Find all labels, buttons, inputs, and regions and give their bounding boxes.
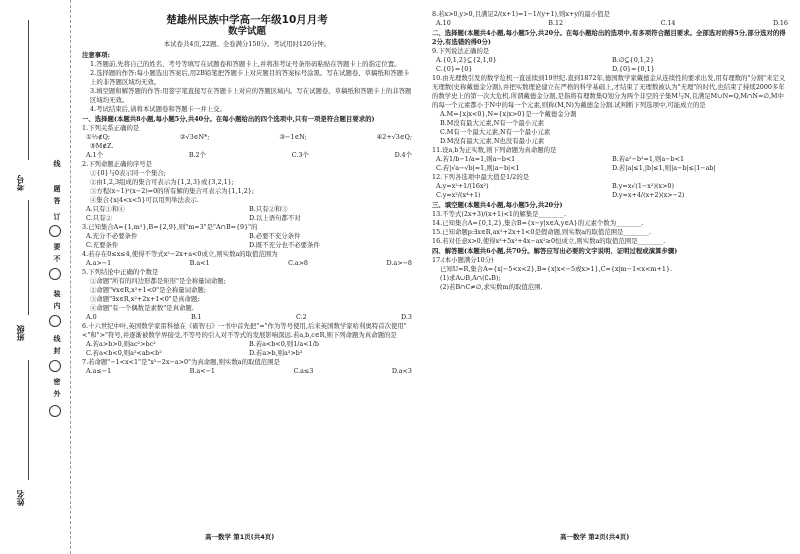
choice: A.10 (436, 19, 451, 27)
binding-hole (49, 225, 61, 237)
choice: A.0 (86, 313, 97, 321)
binding-margin (0, 0, 71, 554)
notice-heading: 注意事项: (82, 51, 110, 59)
q6-choices (82, 340, 412, 358)
notice-item: 3.填空题和解答题的作答:用签字笔直接写在答题卡上对应的答题区域内。写在试题卷、草稿纸和答题卡上的非答题区域均无效。 (90, 87, 412, 104)
q4-stem: 4.若存在0≤x≤4,使得不等式x²−2x+a<0成立,则实数a的取值范围为 (82, 250, 278, 258)
bind-char: 题 (53, 184, 61, 193)
exam-subtitle: 数学试题 (227, 26, 266, 37)
binding-hole (49, 405, 61, 417)
q2-line: ③方程(x−1)²(x−2)=0的所有解的集合可表示为{1,1,2}; (90, 187, 255, 195)
bind-char: 要 (53, 242, 61, 251)
name-line (28, 360, 29, 480)
q10-line: A.M={x|x<0},N={x|x>0}是一个戴德金分割 (440, 110, 577, 118)
q10-line: C.M有一个最大元素,N有一个最小元素 (440, 128, 551, 136)
bind-char: 装 (53, 289, 61, 298)
q9-choices (432, 56, 788, 74)
fill-question: 13.不等式(2x+3)/(x+1)<1的解集是________. (432, 210, 567, 218)
notice-item: 2.选择题的作答:每小题选出答案后,用2B铅笔把答题卡上对应题目的答案标号涂黑。写在试题卷、草稿纸和答题卡上的非答题区域均无效。 (90, 69, 410, 86)
q6-stem: 6.十六世纪中叶,英国数学家雷科德在《砺智石》一书中首先把"="作为等号使用,后来英国数学家哈利奥特首次使用"<"和">"符号,并逐渐被数学界接受,不等号的引入对不等式的发展影响深远.若a,b,c∈R,则下列命题为真命题的是 (82, 322, 407, 339)
q2-choices (82, 205, 412, 223)
q1-statements (82, 133, 412, 142)
choice: C.2 (295, 313, 307, 321)
q11-stem: 11.设a,b为正实数,则下列命题为真命题的是 (432, 146, 557, 154)
q1-stem: 1.下列关系正确的是 (82, 124, 140, 132)
q8-choices (432, 19, 788, 28)
choice: A.1个 (86, 151, 104, 159)
choice: B.12 (548, 19, 564, 27)
q10-line: D.M没有最大元素,N也没有最小元素 (440, 137, 545, 145)
q1-statement: ④2+√3∈Q; (376, 133, 412, 141)
q1-statement: ⑤M∉Z. (90, 142, 114, 150)
q17-line: (1)求A∪B,A∩(∁ᵤB); (440, 274, 501, 282)
q10-line: B.M没有最大元素,N有一个最小元素 (440, 119, 544, 127)
bind-char: 答 (53, 196, 61, 205)
choice: A.只有①和④ (86, 205, 125, 213)
exam-no-line (28, 20, 29, 160)
name-label: 姓名 (15, 490, 25, 506)
q8-stem: 8.若x>0,y>0,且满足2/(x+1)=1−1/(y+1),则x+y的最小值是 (432, 10, 610, 18)
q1-statement: ③−1∈N; (279, 133, 307, 141)
choice: B.1 (190, 313, 202, 321)
choice: D.a<3 (391, 367, 412, 375)
choice: A.充分不必要条件 (86, 232, 138, 240)
right-page (432, 10, 788, 292)
choice: A.若a>b>0,则ac²>bc² (86, 340, 156, 348)
choice: D.3 (400, 313, 412, 321)
footer-right: 高一数学 第2页(共4页) (560, 533, 630, 541)
left-page (82, 10, 412, 376)
bind-char: 线 (53, 334, 61, 343)
choice: B.若a<b<0,则1/a<1/b (249, 340, 319, 348)
q5-stem: 5.下列结论中正确的个数是 (82, 268, 159, 276)
q2-line: ④集合{x|4<x<5}可以用列举法表示. (90, 196, 199, 204)
choice: B.y=x√(1−x²)(x>0) (612, 182, 674, 190)
binding-hole (49, 315, 61, 327)
fill-question: 15.已知命题p:∃x∈R,ax²+2x+1<0是假命题,则实数a的取值范围是________. (432, 228, 651, 236)
section4-heading: 四、解答题(本题共6小题,共70分。解答应写出必要的文字说明、证明过程或演算步骤) (432, 247, 678, 255)
bind-char: 封 (53, 346, 61, 355)
section3-heading: 三、填空题(本题共4小题,每小题5分,共20分) (432, 201, 563, 209)
choice: C.y=x²/(x⁴+1) (436, 191, 481, 199)
choice: C.若|√a−√b|=1,则|a−b|<1 (436, 164, 520, 172)
section1-heading: 一、选择题(本题共8小题,每小题5分,共40分。在每小题给出的四个选项中,只有一项是符合题目要求的) (82, 115, 375, 123)
exam-no-label: 考号 (15, 175, 25, 191)
exam-info: 本试卷共4页,22题。全卷满分150分。考试用时120分钟。 (163, 40, 331, 48)
q3-choices (82, 232, 412, 250)
choice: C.{0}={0} (436, 65, 473, 73)
q5-line: ④命题"有一个偶数是素数"是真命题. (90, 304, 194, 312)
fill-question: 14.已知集合A={0,1,2},集合B={x−y|x∈A,y∈A}的元素个数为________. (432, 219, 644, 227)
choice: B.2个 (188, 151, 207, 159)
choice: B.a<1 (189, 259, 210, 267)
q2-line: ①{0}与0表示同一个集合; (90, 169, 166, 177)
choice: D.4个 (394, 151, 412, 159)
q17-line: 已知U=R,集合A={x|−5<x<2},B={x|x<−5或x>1},C={x|m−1<x<m+1}. (440, 265, 673, 273)
choice: C.a≤3 (293, 367, 314, 375)
binding-hole (49, 360, 61, 372)
q2-line: ②由1,2,3组成的集合可表示为{1,2,3}或{3,2,1}; (90, 178, 234, 186)
choice: C.a>8 (288, 259, 309, 267)
choice: D.16 (772, 19, 788, 27)
choice: C.只有② (86, 214, 112, 222)
bind-char: 外 (53, 389, 61, 398)
choice: C.3个 (291, 151, 309, 159)
q17-line: (2)若B∩C≠∅,求实数m的取值范围. (440, 283, 543, 291)
choice: C.充要条件 (86, 241, 119, 249)
class-line (28, 200, 29, 315)
choice: D.若a>b,则a³>b³ (249, 349, 303, 357)
choice: D.y=x+4/(x+2)(x>−2) (612, 191, 685, 199)
exam-title: 楚雄州民族中学高一年级10月月考 (166, 14, 328, 26)
q5-line: ②命题"∀x∈R,x²+1<0"是全称量词命题; (90, 286, 206, 294)
q12-stem: 12.下列各选项中最大值是1/2的是 (432, 173, 530, 181)
choice: B.∅⊆{0,1,2} (612, 56, 655, 64)
section2-heading: 二、选择题(本题共4小题,每小题5分,共20分。在每小题给出的选项中,有多项符合题目要求。全部选对的得5分,部分选对的得2分,有选错的得0分) (432, 29, 786, 46)
q5-line: ③命题"∃x∈R,x²+2x+1<0"是真命题; (90, 295, 200, 303)
fill-question: 16.若对任意x>0,使得x³+5x²+4x−ax²≥0恒成立,则实数a的取值范围是________. (432, 237, 666, 245)
notice-item: 1.答题前,先将自己的姓名、考号等填写在试题卷和答题卡上,并将准考证号条形码粘贴在答题卡上的指定位置。 (90, 60, 401, 68)
bind-char: 密 (53, 377, 61, 386)
choice: D.以上语句都不对 (249, 214, 301, 222)
choice: A.a>−1 (86, 259, 112, 267)
choice: B.若a²−b²=1,则a−b<1 (612, 155, 685, 163)
q12-choices (432, 182, 788, 200)
q9-stem: 9.下列说法正确的是 (432, 47, 490, 55)
q2-stem: 2.下列命题正确的序号是 (82, 160, 153, 168)
bind-char: 订 (53, 212, 61, 221)
bind-char: 内 (53, 301, 61, 310)
choice: D.既不充分也不必要条件 (249, 241, 320, 249)
choice: D.a>−8 (386, 259, 412, 267)
q5-choices (82, 313, 412, 322)
q1-statement: ②√3∈N*; (179, 133, 210, 141)
q11-choices (432, 155, 788, 173)
footer-left: 高一数学 第1页(共4页) (205, 533, 275, 541)
choice: A.{0,1,2}⊆{2,1,0} (436, 56, 497, 64)
q3-stem: 3.已知集合A={1,m²},B={2,9},则"m=3"是"A∩B={9}"的 (82, 223, 258, 231)
q7-choices (82, 367, 412, 376)
binding-hole (49, 268, 61, 280)
choice: A.若1/b−1/a=1,则a−b<1 (436, 155, 516, 163)
choice: D.若|a|≤1,|b|≤1,则|a−b|≤|1−ab| (612, 164, 716, 172)
q1-statement: ①½∉Q; (86, 133, 111, 141)
q4-choices (82, 259, 412, 268)
choice: B.必要不充分条件 (249, 232, 301, 240)
choice: A.y=x²+1/(16x²) (436, 182, 489, 190)
q5-line: ①命题"所有的四边形都是矩形"是全称量词命题; (90, 277, 226, 285)
bind-char: 线 (53, 159, 61, 168)
notice-item: 4.考试结束后,请将本试题卷和答题卡一并上交。 (90, 105, 226, 113)
class-label: 班级 (15, 325, 25, 341)
choice: D.{0}={0,1} (612, 65, 655, 73)
q1-choices (82, 151, 412, 160)
q17-stem: 17.(本小题满分10分) (432, 256, 494, 264)
bind-char: 不 (53, 254, 61, 263)
choice: B.a<−1 (189, 367, 215, 375)
choice: C.若a<b<0,则a²<ab<b² (86, 349, 162, 357)
choice: A.a≤−1 (86, 367, 112, 375)
q10-stem: 10.由无理数引发的数学危机一直延续到19世纪.直到1872年,德国数学家戴德金从连续性的要求出发,用有理数的"分割"来定义无理数(史称戴德金分割),并把实数理论建立在严格的科学基础上,才结束了无理数被认为"无理"的时代,也结束了持续2000多年的数学史上的第一次大危机.所谓戴德金分割,是指将有理数集Q划分为两个非空的子集M与N,且满足M∪N=Q,M∩N=∅,M中的每一个元素都小于N中的每一个元素,则称(M,N)为戴德金分割.试判断下列选项中,可能成立的是 (432, 74, 786, 109)
q7-stem: 7.若命题"−1<x<1"是"x²−2x−a>0"为真命题,则实数a的取值范围是 (82, 358, 280, 366)
choice: C.14 (660, 19, 676, 27)
choice: B.只有②和③ (249, 205, 288, 213)
